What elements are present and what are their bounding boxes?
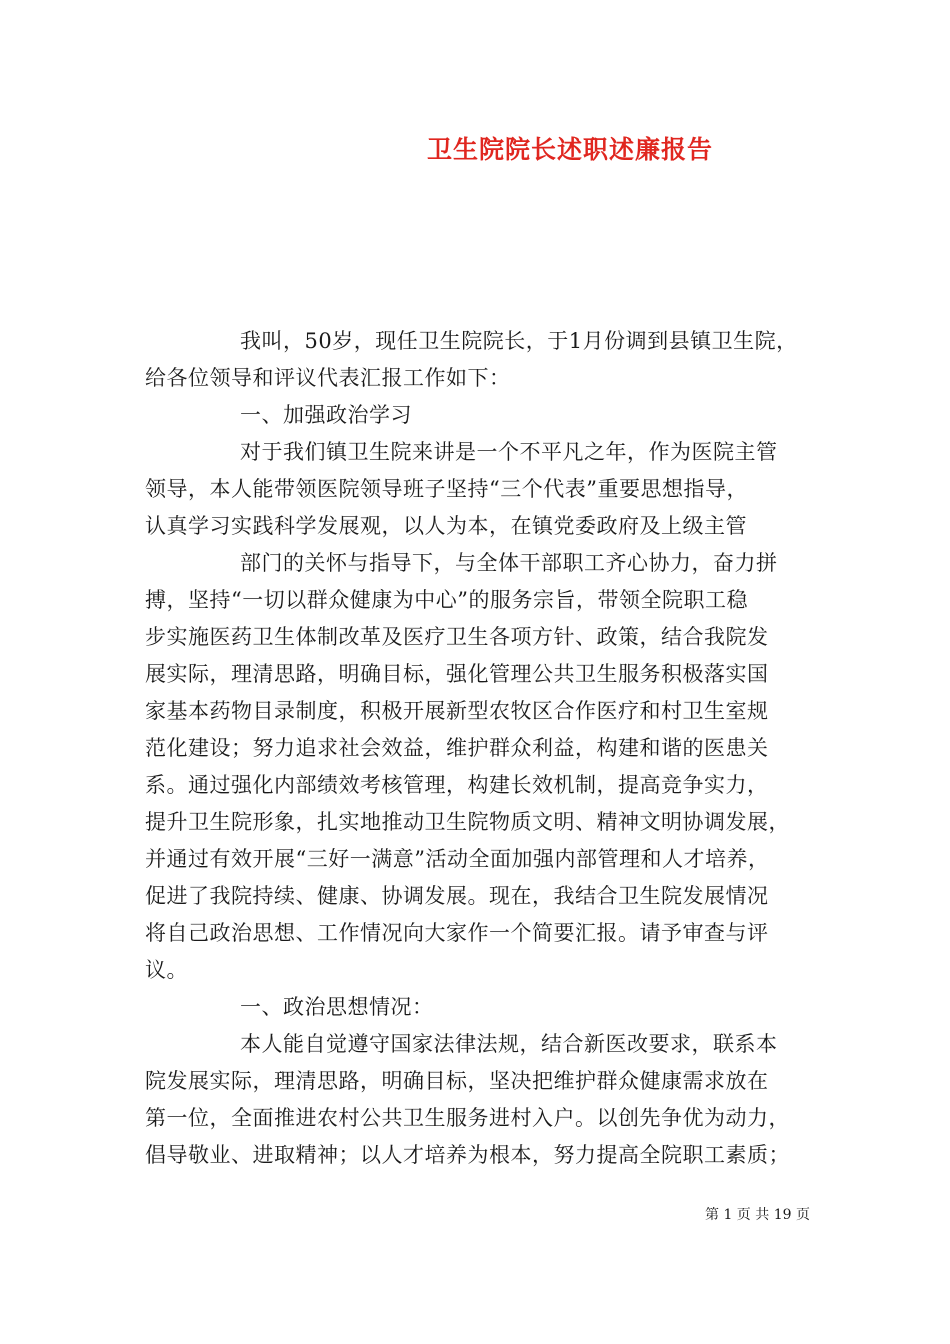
page-number: 第 1 页 共 19 页 [705,1207,810,1223]
body-line: 倡导敬业、进取精神；以人才培养为根本，努力提高全院职工素质； [145,1143,790,1167]
body-line: 领导，本人能带领医院领导班子坚持“三个代表”重要思想指导， [145,477,748,501]
body-line: 将自己政治思想、工作情况向大家作一个简要汇报。请予审查与评 [145,921,769,945]
body-line: 并通过有效开展“三好一满意”活动全面加强内部管理和人才培养， [145,847,770,871]
body-line: 步实施医药卫生体制改革及医疗卫生各项方针、政策，结合我院发 [145,625,769,649]
body-line: 系。通过强化内部绩效考核管理，构建长效机制，提高竞争实力， [145,773,769,797]
body-line: 展实际，理清思路，明确目标，强化管理公共卫生服务积极落实国 [145,662,769,686]
body-line: 我叫，50岁，现任卫生院院长，于1月份调到县镇卫生院， [240,329,798,353]
body-line: 议。 [145,958,188,982]
section-heading: 一、政治思想情况： [240,995,434,1019]
body-line: 部门的关怀与指导下，与全体干部职工齐心协力，奋力拼 [240,551,778,575]
body-line: 搏，坚持“一切以群众健康为中心”的服务宗旨，带领全院职工稳 [145,588,748,612]
body-line: 对于我们镇卫生院来讲是一个不平凡之年，作为医院主管 [240,440,778,464]
body-line: 提升卫生院形象，扎实地推动卫生院物质文明、精神文明协调发展， [145,810,790,834]
body-line: 范化建设；努力追求社会效益，维护群众利益，构建和谐的医患关 [145,736,769,760]
section-heading: 一、加强政治学习 [240,403,412,427]
document-title: 卫生院院长述职述廉报告 [426,135,713,164]
body-line: 院发展实际，理清思路，明确目标，坚决把维护群众健康需求放在 [145,1069,769,1093]
body-line: 认真学习实践科学发展观，以人为本，在镇党委政府及上级主管 [145,514,747,538]
body-line: 促进了我院持续、健康、协调发展。现在，我结合卫生院发展情况 [145,884,769,908]
body-line: 家基本药物目录制度，积极开展新型农牧区合作医疗和村卫生室规 [145,699,769,723]
body-line: 给各位领导和评议代表汇报工作如下： [145,366,511,390]
body-line: 本人能自觉遵守国家法律法规，结合新医改要求，联系本 [240,1032,778,1056]
body-line: 第一位，全面推进农村公共卫生服务进村入户。以创先争优为动力， [145,1106,790,1130]
